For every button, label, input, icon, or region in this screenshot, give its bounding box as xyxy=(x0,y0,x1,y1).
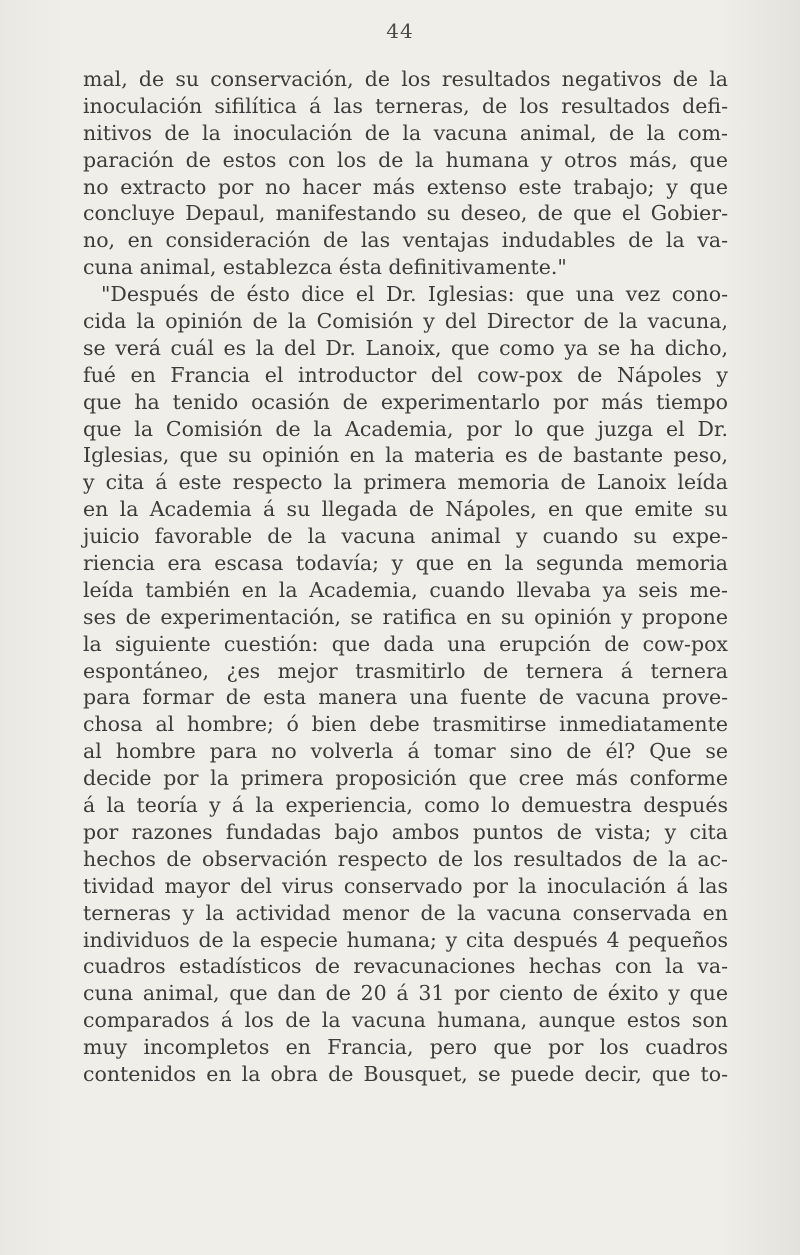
text-line: hechos de observación respecto de los resultados de la ac- xyxy=(83,846,728,871)
text-line: cuna animal, establezca ésta definitivamente." xyxy=(83,255,567,280)
text-line: al hombre para no volverla á tomar sino de él? Que se xyxy=(83,739,728,764)
text-line: cuna animal, que dan de 20 á 31 por ciento de éxito y que xyxy=(83,981,728,1006)
text-line: nitivos de la inoculación de la vacuna animal, de la com- xyxy=(83,120,728,145)
body-text xyxy=(83,66,728,1088)
text-line: terneras y la actividad menor de la vacuna conservada en xyxy=(83,900,728,925)
text-line: que la Comisión de la Academia, por lo que juzga el Dr. xyxy=(83,416,728,441)
text-line: mal, de su conservación, de los resultados negativos de la xyxy=(83,67,728,91)
text-line: tividad mayor del virus conservado por la inoculación á las xyxy=(83,873,728,898)
text-line: Iglesias, que su opinión en la materia es de bastante peso, xyxy=(83,443,728,468)
text-line: comparados á los de la vacuna humana, aunque estos son xyxy=(83,1008,728,1033)
text-line: espontáneo, ¿es mejor trasmitirlo de ternera á ternera xyxy=(83,658,728,683)
text-line: para formar de esta manera una fuente de vacuna prove- xyxy=(83,685,728,710)
page-number: 44 xyxy=(386,19,414,43)
text-line: la siguiente cuestión: que dada una erupción de cow-pox xyxy=(83,631,728,656)
text-line: contenidos en la obra de Bousquet, se puede decir, que to- xyxy=(83,1061,728,1086)
text-line: por razones fundadas bajo ambos puntos de vista; y cita xyxy=(83,819,728,844)
text-line: no, en consideración de las ventajas indudables de la va- xyxy=(83,228,728,253)
text-line: ses de experimentación, se ratifica en su opinión y propone xyxy=(83,604,728,629)
text-line: y cita á este respecto la primera memoria de Lanoix leída xyxy=(83,470,728,495)
text-line: juicio favorable de la vacuna animal y cuando su expe- xyxy=(83,524,728,549)
text-line: muy incompletos en Francia, pero que por los cuadros xyxy=(83,1035,728,1060)
text-line: paración de estos con los de la humana y otros más, que xyxy=(83,147,728,172)
text-line: fué en Francia el introductor del cow-pox de Nápoles y xyxy=(83,362,728,387)
text-line: se verá cuál es la del Dr. Lanoix, que como ya se ha dicho, xyxy=(83,335,728,360)
text-line: individuos de la especie humana; y cita después 4 pequeños xyxy=(83,927,728,952)
text-line: á la teoría y á la experiencia, como lo demuestra después xyxy=(83,793,728,818)
text-line: que ha tenido ocasión de experimentarlo por más tiempo xyxy=(83,389,728,414)
text-line: concluye Depaul, manifestando su deseo, de que el Gobier- xyxy=(83,201,728,226)
text-line: no extracto por no hacer más extenso este trabajo; y que xyxy=(83,174,728,199)
text-line: en la Academia á su llegada de Nápoles, en que emite su xyxy=(83,497,728,522)
text-line: chosa al hombre; ó bien debe trasmitirse inmediatamente xyxy=(83,712,728,737)
text-line: "Después de ésto dice el Dr. Iglesias: que una vez cono- xyxy=(101,282,728,307)
text-line: cida la opinión de la Comisión y del Director de la vacuna, xyxy=(83,309,728,334)
text-line: leída también en la Academia, cuando llevaba ya seis me- xyxy=(83,577,728,602)
text-line: decide por la primera proposición que cree más conforme xyxy=(83,766,728,791)
text-line: riencia era escasa todavía; y que en la segunda memoria xyxy=(83,551,728,576)
text-line: inoculación sifilítica á las terneras, de los resultados defi- xyxy=(83,93,728,118)
text-line: cuadros estadísticos de revacunaciones hechas con la va- xyxy=(83,954,728,979)
